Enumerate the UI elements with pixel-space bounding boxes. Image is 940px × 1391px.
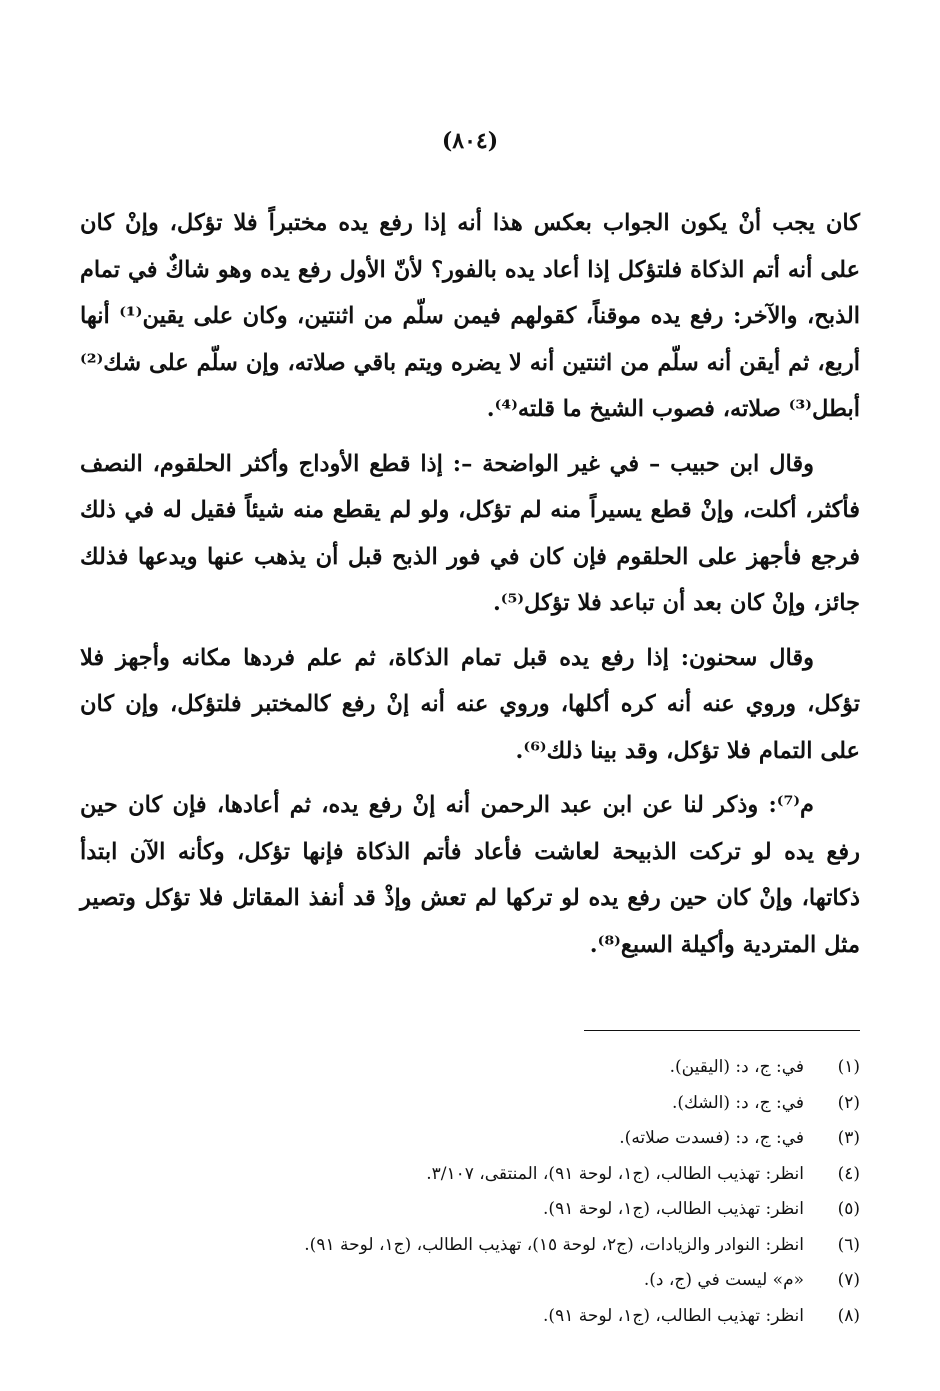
footnote-number: (٤) (837, 1163, 860, 1184)
footnote-text: انظر: تهذيب الطالب، (ج١، لوحة ٩١). (543, 1305, 804, 1326)
footnote-item (80, 1086, 860, 1122)
footnote-text: في: ج، د: (الشك). (671, 1092, 804, 1113)
footnote-number: (٥) (837, 1199, 860, 1219)
footnote-number: (٣) (837, 1128, 860, 1148)
paragraph-4: م⁽⁷⁾: وذكر لنا عن ابن عبد الرحمن أنه إنْ رفع يده، ثم أعادها، فإن كان حين رفع يده لو تركت الذبيحة لعاشت فأعاد فأتم الذكاة فإنها تؤكل، وكأنه الآن ابتدأ ذكاتها، وإنْ كان حين رفع يده لو تركها لم تعش وإذْ قد أنفذ المقاتل فلا تؤكل وتصير مثل المتردية وأكيلة السبع⁽⁸⁾. (80, 792, 860, 958)
footnote-text: في: ج، د: (فسدت صلاته). (619, 1128, 804, 1148)
footnote-number: (٢) (837, 1092, 860, 1113)
paragraph-3: وقال سحنون: إذا رفع يده قبل تمام الذكاة، ثم علم فردها مكانه وأجهز فلا تؤكل، وروي عنه أنه كره أكلها، وروي عنه أنه إنْ رفع كالمختبر فلتؤكل، وإن كان على التمام فلا تؤكل، وقد بينا ذلك⁽⁶⁾. (80, 644, 860, 764)
footnote-number: (٦) (837, 1234, 860, 1255)
footnote-separator (584, 1030, 860, 1031)
footnote-item (80, 1299, 860, 1335)
footnote-number: (٧) (837, 1270, 860, 1290)
footnote-item (80, 1121, 860, 1157)
footnote-item (80, 1228, 860, 1264)
page-number: (٨٠٤) (441, 128, 499, 154)
paragraph-2: وقال ابن حبيب – في غير الواضحة –: إذا قطع الأوداج وأكثر الحلقوم، النصف فأكثر، أكلت، وإنْ قطع يسيراً منه لم تؤكل، ولو لم يقطع منه شيئاً فقيل له في ذلك فرجع فأجهز على الحلقوم فإن كان في فور الذبح قبل أن يذهب عنها ويدعها فذلك جائز، وإنْ كان بعد أن تباعد فلا تؤكل⁽⁵⁾. (80, 450, 860, 616)
footnote-text: انظر: تهذيب الطالب، (ج١، لوحة ٩١)، المنتقى، ٣/١٠٧. (426, 1163, 804, 1184)
footnote-text: «م» ليست في (ج، د). (643, 1270, 804, 1290)
footnote-text: انظر: تهذيب الطالب، (ج١، لوحة ٩١). (543, 1199, 804, 1219)
footnote-number: (٨) (837, 1305, 860, 1326)
footnotes-list (80, 1050, 860, 1334)
footnote-item (80, 1050, 860, 1086)
footnote-number: (١) (837, 1057, 860, 1077)
footnote-item (80, 1263, 860, 1299)
footnote-item (80, 1157, 860, 1193)
footnote-text: انظر: النوادر والزيادات، (ج٢، لوحة ١٥)، تهذيب الطالب، (ج١، لوحة ٩١). (304, 1234, 804, 1255)
footnote-text: في: ج، د: (اليقين). (669, 1057, 804, 1077)
footnote-item (80, 1192, 860, 1228)
paragraph-1: كان يجب أنْ يكون الجواب بعكس هذا أنه إذا رفع يده مختبراً فلا تؤكل، وإنْ كان على أنه أتم الذكاة فلتؤكل إذا أعاد يده بالفور؟ لأنّ الأول رفع يده وهو شاكٌ في تمام الذبح، والآخر: رفع يده موقناً، كقولهم فيمن سلّم من اثنتين، وكان على يقين⁽¹⁾ أنها أربع، ثم أيقن أنه سلّم من اثنتين أنه لا يضره ويتم باقي صلاته، وإن سلّم على شك⁽²⁾ أبطل⁽³⁾ صلاته، فصوب الشيخ ما قلته⁽⁴⁾. (80, 210, 860, 422)
main-text (80, 200, 860, 976)
